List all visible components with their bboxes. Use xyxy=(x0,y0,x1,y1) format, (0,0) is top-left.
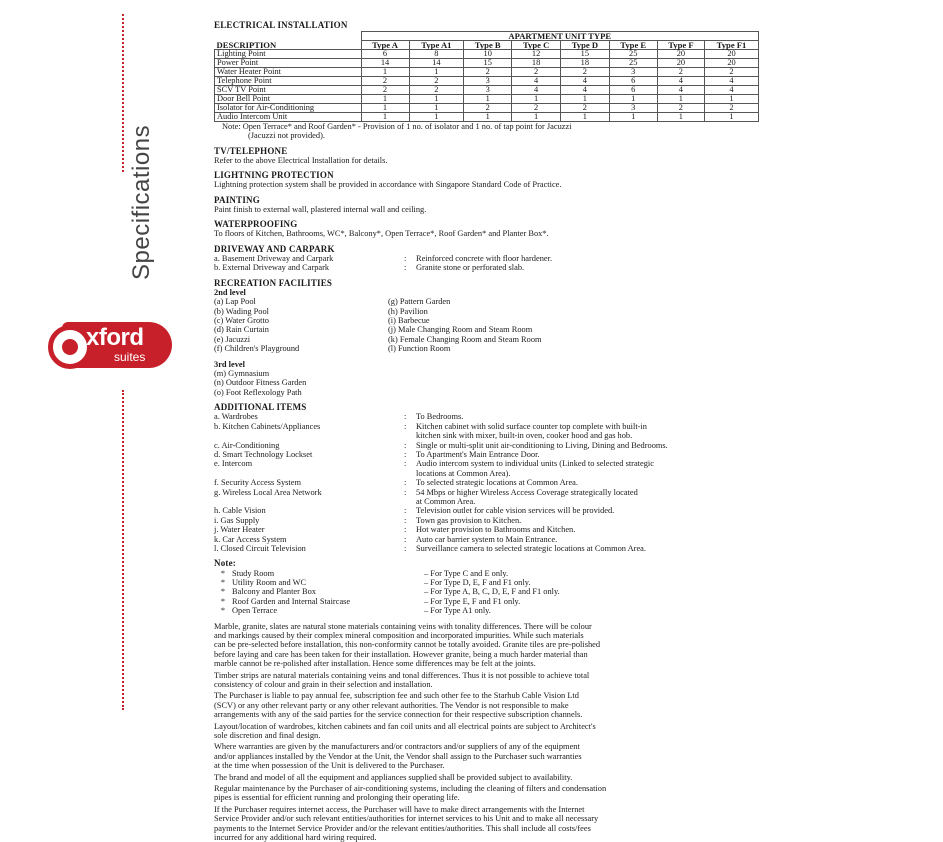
additional-item xyxy=(214,506,759,515)
note-line-1: Note: Open Terrace* and Roof Garden* - Provision of 1 no. of isolator and 1 no. of tap point for Jacuzzi xyxy=(222,122,572,132)
cell-value: 1 xyxy=(409,104,464,113)
paragraph xyxy=(214,742,759,770)
cell-value: 1 xyxy=(609,113,657,122)
driveway-heading: DRIVEWAY AND CARPARK xyxy=(214,243,335,254)
cell-value: 4 xyxy=(657,86,704,95)
note-line-2: (Jacuzzi not provided). xyxy=(248,131,325,141)
row-label: Power Point xyxy=(215,59,362,68)
cell-value: 2 xyxy=(361,77,409,86)
colon: : xyxy=(404,544,407,554)
cell-value: 8 xyxy=(409,50,464,59)
cell-value: 20 xyxy=(657,59,704,68)
cell-value: 2 xyxy=(705,68,759,77)
colon: : xyxy=(404,440,407,450)
cell-value: 18 xyxy=(512,59,561,68)
facility-item: (a) Lap Pool xyxy=(214,297,256,307)
cell-value: 1 xyxy=(609,95,657,104)
paragraph xyxy=(214,773,759,782)
item-label: j. Water Heater xyxy=(214,525,265,535)
additional-item xyxy=(214,441,759,450)
paragraph-line: Marble, granite, slates are natural stone materials containing veins with tonality differences. There will be colour xyxy=(214,621,592,631)
paragraph xyxy=(214,784,759,803)
cell-value: 20 xyxy=(705,59,759,68)
electrical-table xyxy=(214,31,759,122)
colon: : xyxy=(404,487,407,497)
notes-list xyxy=(214,569,759,616)
oxford-suites-logo xyxy=(62,322,172,368)
cell-value: 15 xyxy=(560,50,609,59)
item-line: kitchen sink with mixer, built-in oven, cooker hood and gas hob. xyxy=(416,431,633,441)
paragraph-line: sole discretion and final design. xyxy=(214,731,321,741)
item-line: Surveillance camera to selected strategic locations at Common Area. xyxy=(416,544,646,554)
item-value xyxy=(416,525,759,534)
paragraph-line: at the time when possession of the Unit is delivered to the Purchaser. xyxy=(214,761,445,771)
level-2-label: 2nd level xyxy=(214,287,246,297)
cell-value: 6 xyxy=(361,50,409,59)
cell-value: 2 xyxy=(409,77,464,86)
item-label: a. Basement Driveway and Carpark xyxy=(214,253,334,263)
waterproofing-text: To floors of Kitchen, Bathrooms, WC*, Balcony*, Open Terrace*, Roof Garden* and Planter Box*. xyxy=(214,229,549,239)
cell-value: 2 xyxy=(409,86,464,95)
cell-value: 4 xyxy=(512,77,561,86)
item-line: Hot water provision to Bathrooms and Kitchen. xyxy=(416,525,576,535)
item-line: 54 Mbps or higher Wireless Access Coverage strategically located xyxy=(416,487,638,497)
paragraph xyxy=(214,622,759,669)
type-header: Type D xyxy=(560,41,609,50)
cell-value: 25 xyxy=(609,59,657,68)
additional-heading: ADDITIONAL ITEMS xyxy=(214,402,307,413)
tv-text: Refer to the above Electrical Installation for details. xyxy=(214,155,388,165)
additional-item xyxy=(214,544,759,553)
facility-item: (l) Function Room xyxy=(388,344,451,354)
cell-value: 2 xyxy=(512,104,561,113)
additional-item xyxy=(214,516,759,525)
paragraph-line: Regular maintenance by the Purchaser of air-conditioning systems, including the cleaning of filters and condensation xyxy=(214,784,607,794)
waterproofing-heading: WATERPROOFING xyxy=(214,219,298,230)
paragraph-line: Where warranties are given by the manufacturers and/or contractors and/or suppliers of any of the equipment xyxy=(214,742,580,752)
facility-item: (d) Rain Curtain xyxy=(214,325,269,335)
cell-value: 1 xyxy=(361,95,409,104)
item-value xyxy=(416,516,759,525)
note-item xyxy=(214,569,759,578)
row-label: Audio Intercom Unit xyxy=(215,113,362,122)
item-label: g. Wireless Local Area Network xyxy=(214,487,322,497)
paragraph-line: arrangements with any of the said parties for the service connection for their respective subscription channels. xyxy=(214,710,583,720)
item-line: To Apartment's Main Entrance Door. xyxy=(416,449,540,459)
facility-item: (h) Pavilion xyxy=(388,306,428,316)
item-line: at Common Area. xyxy=(416,497,476,506)
paragraph-line: and markings caused by their complex mineral composition and incorporated impurities. While such materials xyxy=(214,630,584,640)
paragraph xyxy=(214,805,759,842)
colon: : xyxy=(404,515,407,525)
recreation-level-3 xyxy=(214,369,759,397)
item-label: l. Closed Circuit Television xyxy=(214,544,306,554)
colon: : xyxy=(404,263,407,273)
cell-value: 18 xyxy=(560,59,609,68)
description-header: DESCRIPTION xyxy=(215,32,362,50)
colon: : xyxy=(404,449,407,459)
item-line: To Bedrooms. xyxy=(416,412,464,422)
recreation-col-1 xyxy=(214,297,388,353)
item-label: b. Kitchen Cabinets/Appliances xyxy=(214,421,321,431)
item-value: Reinforced concrete with floor hardener. xyxy=(416,253,553,263)
table-row xyxy=(215,113,759,122)
cell-value: 2 xyxy=(464,68,512,77)
cell-value: 3 xyxy=(609,68,657,77)
item-value xyxy=(416,544,759,553)
additional-list xyxy=(214,412,759,553)
facility-item: (m) Gymnasium xyxy=(214,369,270,379)
paragraph-line: consistency of colour and grain in their selection and installation. xyxy=(214,679,433,689)
item-label: h. Cable Vision xyxy=(214,506,266,516)
cell-value: 4 xyxy=(657,77,704,86)
cell-value: 4 xyxy=(560,77,609,86)
facility-item: (i) Barbecue xyxy=(388,316,430,326)
note-item xyxy=(214,597,759,606)
apartment-type-header: APARTMENT UNIT TYPE xyxy=(361,32,759,41)
cell-value: 1 xyxy=(361,68,409,77)
paragraph-line: can be pre-selected before installation, this non-conformity cannot be totally avoided. Granite tiles are pre-polished xyxy=(214,640,601,650)
type-header: Type F1 xyxy=(705,41,759,50)
facility-item: (c) Water Grotto xyxy=(214,316,269,326)
item-line: Town gas provision to Kitchen. xyxy=(416,515,522,525)
item-label: c. Air-Conditioning xyxy=(214,440,280,450)
colon: : xyxy=(404,421,407,431)
recreation-col-2 xyxy=(388,297,542,353)
paragraph-line: The Purchaser is liable to pay annual fee, subscription fee and such other fee to the Starhub Cable Vision Ltd xyxy=(214,691,579,701)
cell-value: 1 xyxy=(705,95,759,104)
colon: : xyxy=(404,506,407,516)
additional-item xyxy=(214,459,759,478)
cell-value: 2 xyxy=(512,68,561,77)
cell-value: 6 xyxy=(609,86,657,95)
asterisk: * xyxy=(220,596,226,606)
note-value: – For Type C and E only. xyxy=(424,568,509,578)
cell-value: 1 xyxy=(657,95,704,104)
item-line: To selected strategic locations at Common Area. xyxy=(416,478,578,488)
electrical-heading: ELECTRICAL INSTALLATION xyxy=(214,20,348,30)
paragraph-line: The brand and model of all the equipment and appliances supplied shall be provided subject to availability. xyxy=(214,772,573,782)
cell-value: 1 xyxy=(512,113,561,122)
facility-item: (n) Outdoor Fitness Garden xyxy=(214,378,307,388)
driveway-item xyxy=(214,254,759,263)
item-line: Kitchen cabinet with solid surface counter top complete with built-in xyxy=(416,421,647,431)
cell-value: 2 xyxy=(361,86,409,95)
sidebar xyxy=(0,0,200,717)
tv-heading: TV/TELEPHONE xyxy=(214,145,288,156)
paragraph-line: pipes is essential for efficient running and prolonging their operating life. xyxy=(214,793,460,803)
item-line: Single or multi-split unit air-conditioning to Living, Dining and Bedrooms. xyxy=(416,440,668,450)
cell-value: 12 xyxy=(512,50,561,59)
note-text: Study Room xyxy=(232,568,275,578)
additional-item xyxy=(214,488,759,507)
facility-item: (k) Female Changing Room and Steam Room xyxy=(388,334,542,344)
row-label: SCV TV Point xyxy=(215,86,362,95)
cell-value: 1 xyxy=(409,113,464,122)
cell-value: 25 xyxy=(609,50,657,59)
note-value: – For Type A, B, C, D, E, F and F1 only. xyxy=(424,587,560,597)
note-item xyxy=(214,578,759,587)
electrical-note xyxy=(222,122,759,141)
item-value xyxy=(416,441,759,450)
item-line: Auto car barrier system to Main Entrance. xyxy=(416,534,558,544)
paragraph-line: and/or appliances installed by the Vendor at the Unit, the Vendor shall assign to the Purchaser such warranties xyxy=(214,751,582,761)
item-value xyxy=(416,488,759,507)
note-text: Open Terrace xyxy=(232,606,278,616)
item-line: Television outlet for cable vision services will be provided. xyxy=(416,506,615,516)
paragraph-line: Service Provider and/or such relevant entities/authorities for internet services to his Unit and to make all necessary xyxy=(214,814,599,824)
note-item xyxy=(214,587,759,596)
item-value xyxy=(416,506,759,515)
colon: : xyxy=(404,459,407,469)
colon: : xyxy=(404,534,407,544)
cell-value: 1 xyxy=(361,113,409,122)
cell-value: 14 xyxy=(409,59,464,68)
cell-value: 4 xyxy=(705,86,759,95)
specification-document xyxy=(214,20,759,842)
paragraph xyxy=(214,691,759,719)
item-label: i. Gas Supply xyxy=(214,515,260,525)
painting-heading: PAINTING xyxy=(214,194,260,205)
notes-heading: Note: xyxy=(214,558,236,569)
paragraph-line: If the Purchaser requires internet access, the Purchaser will have to make direct arrangements with the Internet xyxy=(214,804,585,814)
facility-item: (g) Pattern Garden xyxy=(388,297,451,307)
cell-value: 1 xyxy=(512,95,561,104)
cell-value: 1 xyxy=(705,113,759,122)
lightning-text: Lightning protection system shall be provided in accordance with Singapore Standard Code of Practice. xyxy=(214,180,562,190)
colon: : xyxy=(404,478,407,488)
painting-text: Paint finish to external wall, plastered internal wall and ceiling. xyxy=(214,204,427,214)
recreation-level-2 xyxy=(214,297,759,353)
item-value xyxy=(416,412,759,421)
cell-value: 2 xyxy=(657,104,704,113)
additional-item xyxy=(214,478,759,487)
row-label: Isolator for Air-Conditioning xyxy=(215,104,362,113)
additional-item xyxy=(214,450,759,459)
type-header: Type E xyxy=(609,41,657,50)
cell-value: 3 xyxy=(464,86,512,95)
cell-value: 1 xyxy=(657,113,704,122)
paragraph-line: before laying and care has been taken for their installation. However granite, being a much harder material than xyxy=(214,649,588,659)
additional-item xyxy=(214,422,759,441)
paragraph-line: Layout/location of wardrobes, kitchen cabinets and fan coil units and all electrical points are subject to Architect's xyxy=(214,721,596,731)
paragraph-line: (SCV) or any other relevant party or any other relevant authorities. The Vendor is not responsible to make xyxy=(214,700,569,710)
item-label: b. External Driveway and Carpark xyxy=(214,263,330,273)
recreation-heading: RECREATION FACILITIES xyxy=(214,277,333,288)
paragraph-line: payments to the Internet Service Provider and/or the relevant entities/authorities. This shall include all costs/fees xyxy=(214,823,591,833)
lightning-heading: LIGHTNING PROTECTION xyxy=(214,170,334,181)
cell-value: 1 xyxy=(464,113,512,122)
additional-item xyxy=(214,535,759,544)
vertical-title: Specifications xyxy=(128,124,155,280)
facility-item: (o) Foot Reflexology Path xyxy=(214,387,302,397)
item-value xyxy=(416,450,759,459)
row-label: Water Heater Point xyxy=(215,68,362,77)
asterisk: * xyxy=(220,587,226,597)
paragraph-line: marble cannot be re-polished after installation. Hence some differences may be felt at the joints. xyxy=(214,659,536,669)
cell-value: 2 xyxy=(464,104,512,113)
note-text: Utility Room and WC xyxy=(232,577,307,587)
item-label: d. Smart Technology Lockset xyxy=(214,449,313,459)
cell-value: 1 xyxy=(560,113,609,122)
item-label: e. Intercom xyxy=(214,459,253,469)
cell-value: 20 xyxy=(657,50,704,59)
cell-value: 14 xyxy=(361,59,409,68)
item-line: locations at Common Area). xyxy=(416,468,511,478)
asterisk: * xyxy=(220,606,226,616)
cell-value: 10 xyxy=(464,50,512,59)
item-value xyxy=(416,478,759,487)
row-label: Telephone Point xyxy=(215,77,362,86)
colon: : xyxy=(404,253,407,263)
item-label: a. Wardrobes xyxy=(214,412,258,422)
note-text: Balcony and Planter Box xyxy=(232,587,316,597)
colon: : xyxy=(404,525,407,535)
facility-item: (e) Jacuzzi xyxy=(214,334,251,344)
cell-value: 3 xyxy=(609,104,657,113)
type-header: Type C xyxy=(512,41,561,50)
cell-value: 2 xyxy=(657,68,704,77)
cell-value: 1 xyxy=(361,104,409,113)
cell-value: 20 xyxy=(705,50,759,59)
additional-item xyxy=(214,525,759,534)
paragraph xyxy=(214,722,759,741)
paragraph-line: incurred for any additional hard wiring required. xyxy=(214,833,377,842)
logo-word: xford xyxy=(86,324,144,351)
driveway-item xyxy=(214,263,759,272)
cell-value: 4 xyxy=(560,86,609,95)
type-header: Type A1 xyxy=(409,41,464,50)
note-value: – For Type A1 only. xyxy=(424,606,491,616)
additional-item xyxy=(214,412,759,421)
cell-value: 2 xyxy=(705,104,759,113)
cell-value: 6 xyxy=(609,77,657,86)
note-text: Roof Garden and Internal Staircase xyxy=(232,596,351,606)
cell-value: 1 xyxy=(409,95,464,104)
item-value xyxy=(416,535,759,544)
cell-value: 4 xyxy=(512,86,561,95)
row-label: Door Bell Point xyxy=(215,95,362,104)
level-3-label: 3rd level xyxy=(214,359,245,369)
note-item xyxy=(214,606,759,615)
asterisk: * xyxy=(220,568,226,578)
cell-value: 15 xyxy=(464,59,512,68)
disclaimer-paragraphs xyxy=(214,622,759,842)
cell-value: 4 xyxy=(705,77,759,86)
note-value: – For Type E, F and F1 only. xyxy=(424,596,521,606)
item-value xyxy=(416,422,759,441)
paragraph xyxy=(214,671,759,690)
item-value xyxy=(416,459,759,478)
paragraph-line: Timber strips are natural materials containing veins and tonal differences. Thus it is not possible to achieve total xyxy=(214,670,590,680)
asterisk: * xyxy=(220,577,226,587)
cell-value: 1 xyxy=(409,68,464,77)
cell-value: 1 xyxy=(464,95,512,104)
type-header: Type A xyxy=(361,41,409,50)
dotted-line-top xyxy=(122,14,124,172)
facility-item: (j) Male Changing Room and Steam Room xyxy=(388,325,533,335)
cell-value: 1 xyxy=(560,95,609,104)
item-value: Granite stone or perforated slab. xyxy=(416,263,525,273)
logo-sub: suites xyxy=(114,350,146,364)
colon: : xyxy=(404,412,407,422)
row-label: Lighting Point xyxy=(215,50,362,59)
facility-item: (f) Children's Playground xyxy=(214,344,300,354)
driveway-list xyxy=(214,254,759,273)
type-header: Type B xyxy=(464,41,512,50)
type-header: Type F xyxy=(657,41,704,50)
dotted-line-bottom xyxy=(122,390,124,710)
cell-value: 3 xyxy=(464,77,512,86)
cell-value: 2 xyxy=(560,104,609,113)
item-label: f. Security Access System xyxy=(214,478,301,488)
item-line: Audio intercom system to individual units (Linked to selected strategic xyxy=(416,459,654,469)
cell-value: 2 xyxy=(560,68,609,77)
item-label: k. Car Access System xyxy=(214,534,287,544)
facility-item: (b) Wading Pool xyxy=(214,306,270,316)
note-value: – For Type D, E, F and F1 only. xyxy=(424,577,531,587)
